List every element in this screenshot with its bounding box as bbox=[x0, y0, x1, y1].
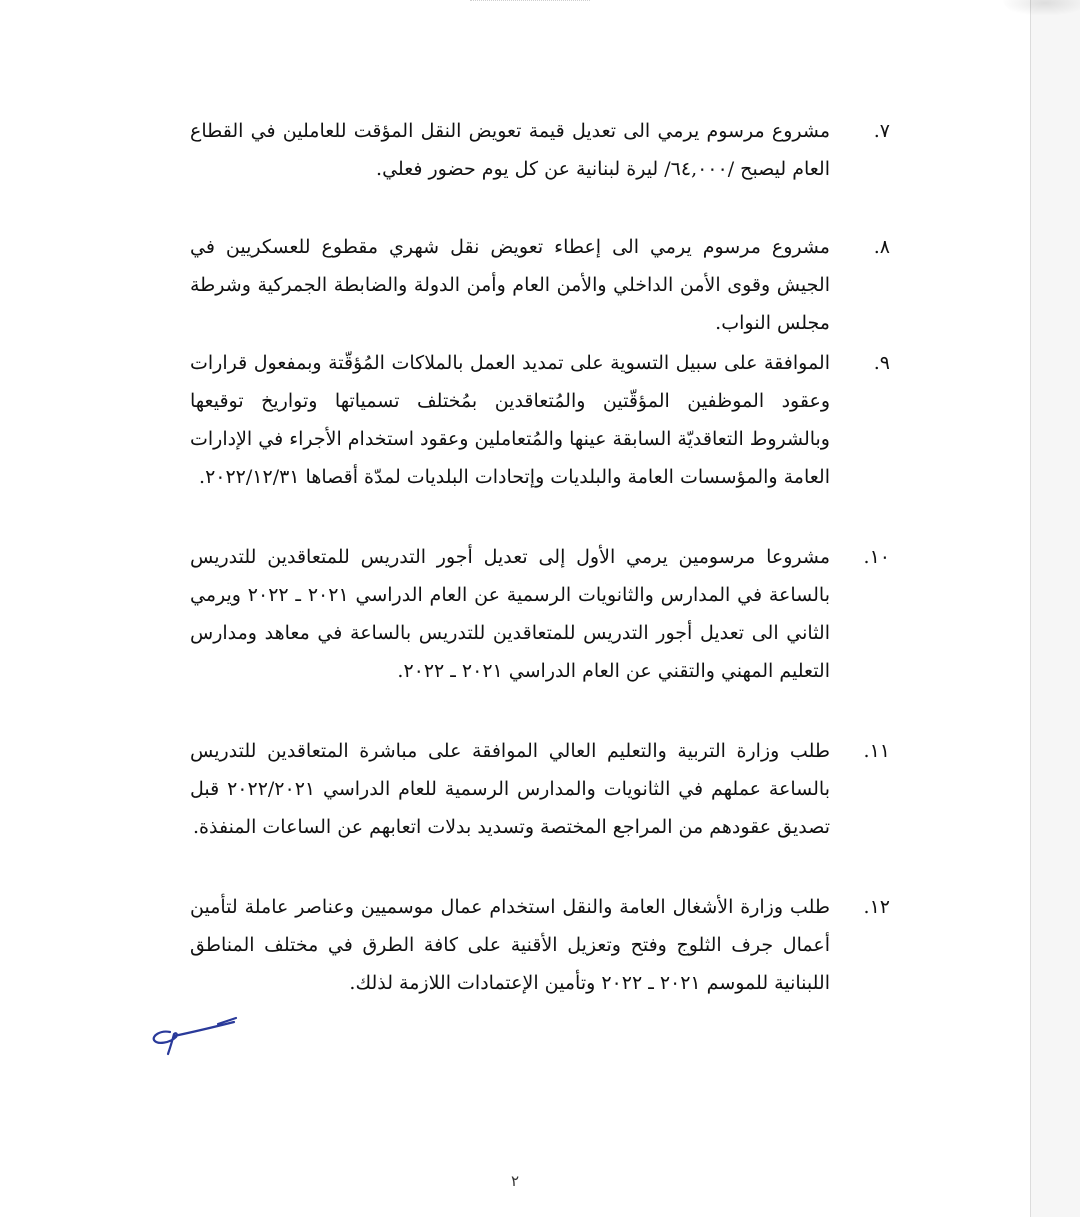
item-number: ١٢. bbox=[863, 896, 890, 918]
item-number: ١٠. bbox=[863, 546, 890, 568]
item-text: مشروعا مرسومين يرمي الأول إلى تعديل أجور التدريس للمتعاقدين للتدريس بالساعة في المدارس والثانويات الرسمية عن العام الدراسي ٢٠٢١ ـ ٢٠٢٢ ويرمي الثاني الى تعديل أجور التدريس للمتعاقدين للتدريس بالساعة في معاهد ومدارس التعليم المهني والتقني عن العام الدراسي ٢٠٢١ ـ ٢٠٢٢. bbox=[190, 546, 830, 682]
item-number: ٨. bbox=[873, 236, 890, 258]
list-item-12 bbox=[190, 888, 890, 1002]
page-number: ٢ bbox=[510, 1172, 520, 1190]
item-text: طلب وزارة الأشغال العامة والنقل استخدام عمال موسميين وعناصر عاملة لتأمين أعمال جرف الثلوج وفتح وتعزيل الأقنية على كافة الطرق في مختلف المناطق اللبنانية للموسم ٢٠٢١ ـ ٢٠٢٢ وتأمين الإعتمادات اللازمة لذلك. bbox=[190, 896, 830, 994]
list-item-8 bbox=[190, 228, 890, 342]
list-item-10 bbox=[190, 538, 890, 690]
list-item-9 bbox=[190, 344, 890, 496]
item-number: ١١. bbox=[863, 740, 890, 762]
item-text: الموافقة على سبيل التسوية على تمديد العمل بالملاكات المُؤقّتة وبمفعول قرارات وعقود الموظفين المؤقّتين والمُتعاقدين بمُختلف تسمياتها وتواريخ توقيعها وبالشروط التعاقديّة السابقة عينها والمُتعاملين وعقود استخدام الأجراء في الإدارات العامة والمؤسسات العامة والبلديات وإتحادات البلديات لمدّة أقصاها ٢٠٢٢/١٢/٣١. bbox=[190, 352, 830, 488]
list-item-7 bbox=[190, 112, 890, 188]
handwritten-signature bbox=[148, 1010, 243, 1060]
item-number: ٩. bbox=[873, 352, 890, 374]
scan-margin bbox=[1031, 0, 1080, 1217]
item-text: مشروع مرسوم يرمي الى تعديل قيمة تعويض النقل المؤقت للعاملين في القطاع العام ليصبح /٦٤,٠٠٠/ ليرة لبنانية عن كل يوم حضور فعلي. bbox=[190, 120, 830, 180]
item-text: طلب وزارة التربية والتعليم العالي الموافقة على مباشرة المتعاقدين للتدريس بالساعة عملهم في الثانويات والمدارس الرسمية للعام الدراسي ٢٠٢٢/٢٠٢١ قبل تصديق عقودهم من المراجع المختصة وتسديد بدلات اتعابهم عن الساعات المنفذة. bbox=[190, 740, 831, 838]
list-item-11 bbox=[190, 732, 890, 846]
item-number: ٧. bbox=[873, 120, 890, 142]
item-text: مشروع مرسوم يرمي الى إعطاء تعويض نقل شهري مقطوع للعسكريين في الجيش وقوى الأمن الداخلي والأمن العام وأمن الدولة والضابطة الجمركية وشرطة مجلس النواب. bbox=[190, 236, 830, 334]
top-scan-marks bbox=[470, 0, 590, 9]
